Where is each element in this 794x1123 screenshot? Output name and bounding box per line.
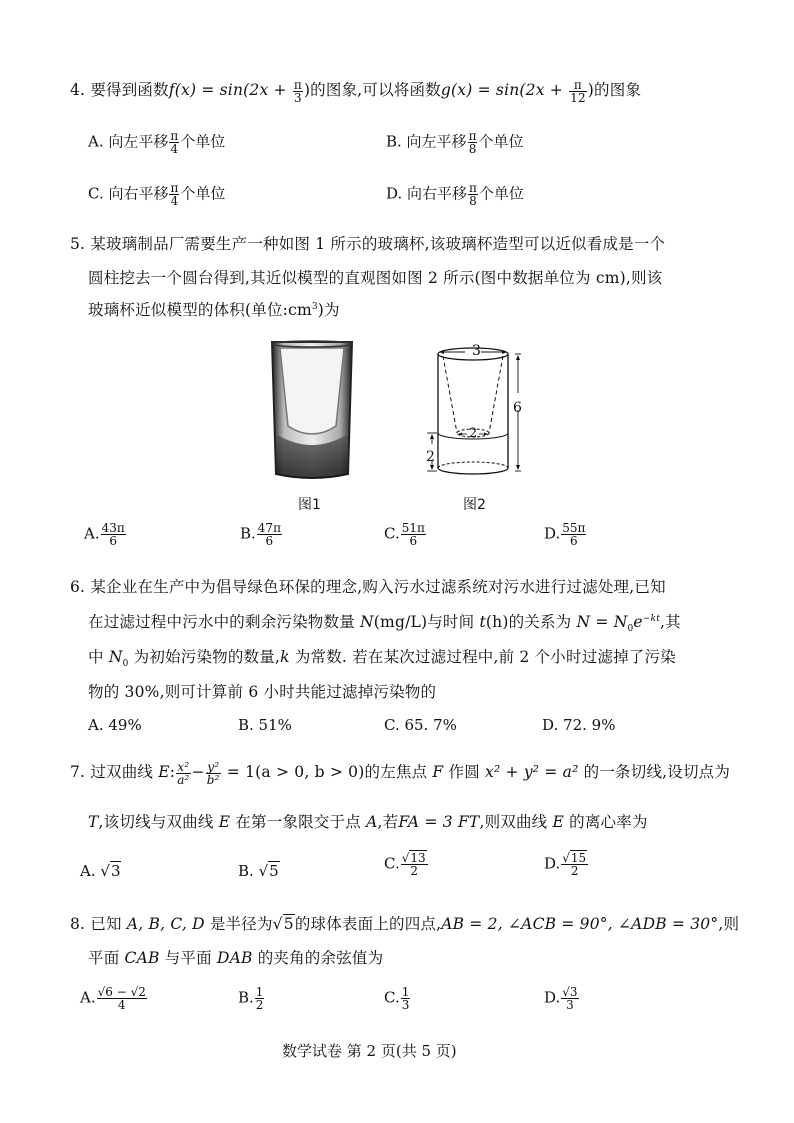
q6-option-d: D. 72. 9% <box>542 716 616 734</box>
figure-1-caption: 图1 <box>298 497 321 513</box>
q6-line-4: 物的 30%,则可计算前 6 小时共能过滤掉污染物的 <box>88 683 437 701</box>
q8-option-d: D. $\frac{√3}{3}$ <box>544 985 578 1012</box>
q8-option-c: C. $\frac{1}{3}$ <box>384 985 410 1012</box>
q6-option-b: B. 51% <box>238 716 292 734</box>
dim-height: 6 <box>513 400 522 416</box>
q8-option-a: A. $\frac{√6 - √2}{4}$ <box>80 985 146 1012</box>
q6-line-3: 中 $N_0$ 为初始污染物的数量,k 为常数. 若在某次过滤过程中,前 2 个小时过滤掉了污染 <box>88 648 676 670</box>
q6-option-a: A. 49% <box>88 716 142 734</box>
q4-option-b: B. 向左平移 $\frac{\pi}{8}$ 个单位 <box>386 129 524 156</box>
page-footer: 数学试卷 第 2 页(共 5 页) <box>282 1042 457 1060</box>
q4-function-g: g(x) = sin(2x + <box>440 81 563 99</box>
dim-inner-diameter: 2 <box>469 426 478 441</box>
q7-option-b: B. √5 <box>238 862 279 880</box>
glass-photo-figure <box>262 338 362 488</box>
q5-option-d: D. $\frac{55\pi}{6}$ <box>544 521 586 548</box>
q4-option-d: D. 向右平移 $\frac{\pi}{8}$ 个单位 <box>386 181 524 208</box>
q4-stem-text-2: )的图象,可以将函数 <box>303 81 441 99</box>
q7-line-2: T,该切线与双曲线 E 在第一象限交于点 A,若FA = 3 FT,则双曲线 E 的离心率为 <box>88 813 648 831</box>
q8-option-b: B. $\frac{1}{2}$ <box>238 985 264 1012</box>
q8-line-2: 平面 CAB 与平面 DAB 的夹角的余弦值为 <box>88 949 384 967</box>
dim-top-diameter: 3 <box>472 343 481 359</box>
q7-option-c: C. $\frac{√13}{2}$ <box>384 851 426 878</box>
figure-2-caption: 图2 <box>463 497 486 513</box>
q6-line-1: 6. 某企业在生产中为倡导绿色环保的理念,购入污水过滤系统对污水进行过滤处理,已知 <box>70 578 666 596</box>
q4-stem <box>70 78 641 104</box>
q4-stem-text-3: )的图象 <box>587 81 642 99</box>
q5-line-2: 圆柱挖去一个圆台得到,其近似模型的直观图如图 2 所示(图中数据单位为 cm),则该 <box>88 269 663 287</box>
q4-function-f: f(x) = sin(2x + <box>168 81 287 99</box>
q7-option-d: D. $\frac{√15}{2}$ <box>544 851 587 878</box>
q6-line-2: 在过滤过程中污水中的剩余污染物数量 N(mg/L)与时间 t(h)的关系为 $N = N_0e^{-kt}$,其 <box>88 613 681 635</box>
q7-line-1: 7. 过双曲线 E: $\frac{\text{x²}}{\text{a²}}$ − $\frac{\text{y²}}{\text{b²}}$ = 1(a > 0, b > 0)的左焦点 F 作圆 x² + y² = a² 的一条切线,设切点为 <box>70 759 731 787</box>
q4-stem-text: 4. 要得到函数 <box>70 81 169 99</box>
q7-option-a: A. √3 <box>80 862 121 880</box>
q5-line-1: 5. 某玻璃制品厂需要生产一种如图 1 所示的玻璃杯,该玻璃杯造型可以近似看成是一个 <box>70 235 666 253</box>
q5-option-a: A. $\frac{43\pi}{6}$ <box>84 521 125 548</box>
q5-option-b: B. $\frac{47\pi}{6}$ <box>240 521 281 548</box>
q4-frac-pi-12: $\frac{\pi}{12}$ <box>570 77 586 105</box>
q5-line-3: 玻璃杯近似模型的体积(单位$:cm^3$)为 <box>88 301 340 319</box>
q8-line-1: 8. 已知 A, B, C, D 是半径为√5的球体表面上的四点,AB = 2, ∠ACB = 90°, ∠ADB = 30°,则 <box>70 915 740 933</box>
q6-option-c: C. 65. 7% <box>384 716 457 734</box>
q5-option-c: C. $\frac{51\pi}{6}$ <box>384 521 425 548</box>
q4-frac-pi-3: $\frac{\pi}{3}$ <box>293 77 302 105</box>
q4-option-a: A. 向左平移 $\frac{\pi}{4}$ 个单位 <box>88 129 226 156</box>
dim-base-height: 2 <box>426 449 435 465</box>
q4-option-c: C. 向右平移 $\frac{\pi}{4}$ 个单位 <box>88 181 226 208</box>
